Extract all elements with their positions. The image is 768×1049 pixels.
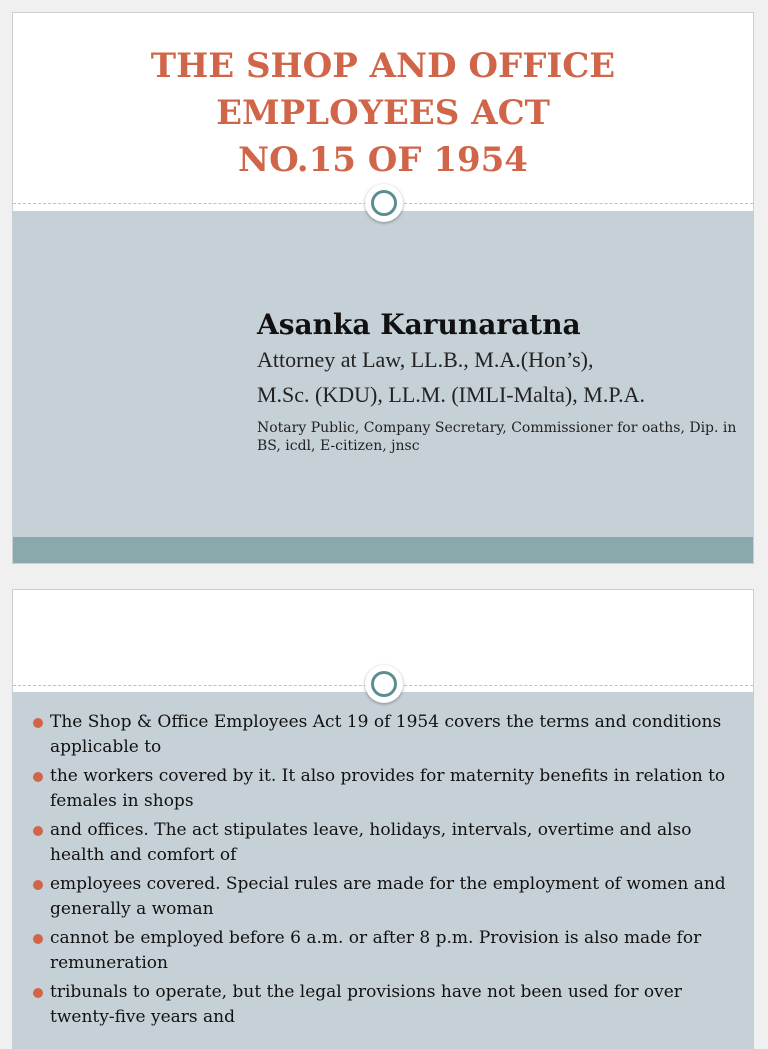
circle-ornament-icon	[365, 665, 403, 703]
list-item	[31, 926, 743, 976]
credentials-small: Notary Public, Company Secretary, Commissioner for oaths, Dip. in BS, icdl, E-citizen, jnsc	[257, 420, 737, 454]
author-block	[257, 308, 747, 455]
circle-ornament-icon	[365, 184, 403, 222]
title-line-3: NO.15 OF 1954	[238, 140, 528, 180]
bullet-text: and offices. The act stipulates leave, holidays, intervals, overtime and also health and comfort of	[50, 820, 692, 865]
bullet-icon	[33, 880, 43, 890]
bullet-icon	[33, 826, 43, 836]
title-line-1: THE SHOP AND OFFICE	[150, 46, 616, 86]
bullet-icon	[33, 772, 43, 782]
list-item	[31, 980, 743, 1030]
content-slide	[12, 589, 754, 1049]
author-name: Asanka Karunaratna	[257, 308, 581, 341]
list-item	[31, 872, 743, 922]
title-slide	[12, 12, 754, 564]
bullet-text: The Shop & Office Employees Act 19 of 1954 covers the terms and conditions applicable to	[50, 712, 722, 757]
bullet-text: the workers covered by it. It also provides for maternity benefits in relation to females in shops	[50, 766, 726, 811]
bullet-icon	[33, 988, 43, 998]
title-line-2: EMPLOYEES ACT	[216, 93, 550, 133]
list-item	[31, 818, 743, 868]
credentials-line-2: M.Sc. (KDU), LL.M. (IMLI-Malta), M.P.A.	[257, 382, 646, 407]
footer-band	[13, 537, 753, 563]
credentials-line-1: Attorney at Law, LL.B., M.A.(Hon’s),	[257, 347, 594, 372]
list-item	[31, 710, 743, 760]
bullet-icon	[33, 718, 43, 728]
title-area	[13, 13, 753, 203]
bullet-list	[31, 710, 743, 1034]
bullet-text: employees covered. Special rules are made for the employment of women and generally a woman	[50, 874, 726, 919]
slide-title	[13, 43, 753, 184]
bullet-text: tribunals to operate, but the legal provisions have not been used for over twenty-five years and	[50, 982, 682, 1027]
bullet-icon	[33, 934, 43, 944]
list-item	[31, 764, 743, 814]
bullet-text: cannot be employed before 6 a.m. or after 8 p.m. Provision is also made for remuneration	[50, 928, 702, 973]
